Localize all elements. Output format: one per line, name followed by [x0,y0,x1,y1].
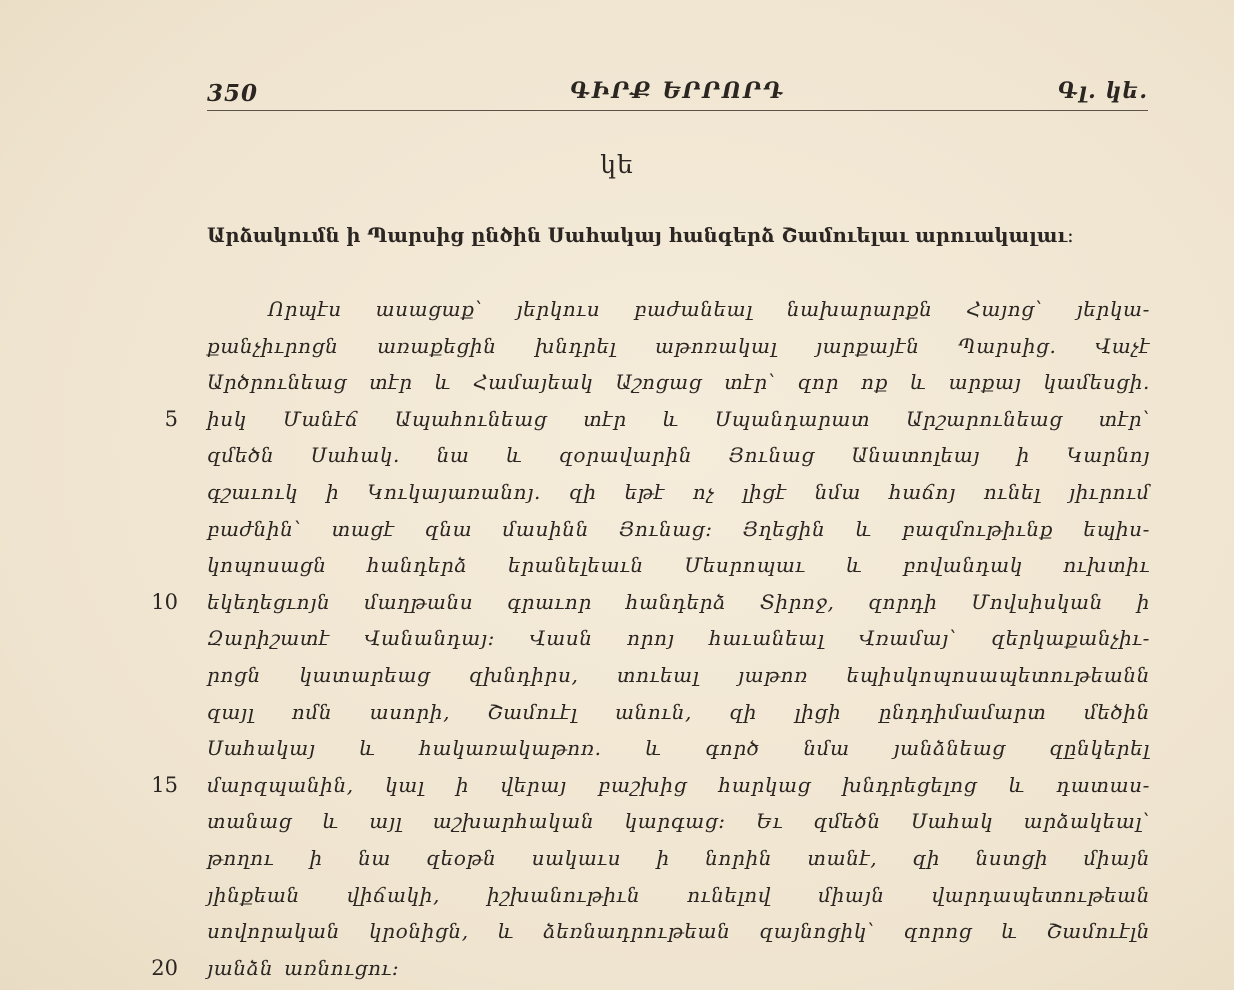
text-line: յանձն առնուցու։ [207,955,400,980]
chapter-summary: Արձակումն ի Պարսից ընծին Սահակայ հանգերձ Շամուելաւ արուակալաւ։ [207,224,1074,247]
text-line: տանաց և այլ աշխարհական կարգաց։ Եւ զմեծն Սահակ արձակեալ՝ [207,809,1150,834]
text-line: զայլ ոմն ասորի, Շամուէլ անուն, զի լիցի ընդդիմամարտ մեծին [207,699,1150,724]
text-line: թողու ի նա զեօթն սակաւս ի նորին տանէ, զի նստցի միայն [207,846,1150,870]
line-number: 10 [151,589,178,614]
chapter-reference: Գլ. կե. [1057,78,1148,104]
text-line: Որպէս ասացաք՝ յերկուս բաժանեալ նախարարքն Հայոց՝ յերկա- [268,297,1150,321]
running-head [207,74,1148,111]
text-line: յինքեան վիճակի, իշխանութիւն ունելով միայն վարդապետութեան [207,882,1150,907]
line-number: 20 [151,955,178,980]
text-line: րոցն կատարեաց զխնդիրս, տուեալ յաթոռ եպիսկոպոսապետութեանն [207,663,1150,687]
text-line: Արծրունեաց տէր և Համայեակ Աշոցաց տէր՝ զոր ոք և արքայ կամեսցի. [207,370,1150,395]
book-title: ԳԻՐՔ ԵՐՐՈՐԴ [570,78,785,104]
line-number: 15 [151,772,178,797]
text-line: բաժնին՝ տացէ զնա մասինն Յունաց։ Յղեցին և բազմութիւնք եպիս- [207,516,1150,541]
text-line: զմեծն Սահակ. նա և զօրավարին Յունաց Անատոլեայ ի Կարնոյ [207,443,1150,468]
text-line: իսկ Մանէճ Ապահունեաց տէր և Սպանդարատ Արշարունեաց տէր՝ [207,406,1150,431]
text-line: Զարիշատէ Վանանդայ։ Վասն որոյ հաւանեալ Վռամայ՝ զերկաքանչիւ- [207,626,1150,651]
text-line: սովորական կրօնիցն, և ձեռնադրութեան զայնոցիկ՝ զորոց և Շամուէլն [207,919,1150,944]
chapter-number: կե [600,150,634,179]
page-number: 350 [207,80,259,107]
text-line: եկեղեցւոյն մաղթանս գրաւոր հանդերձ Տիրոջ, զորդի Մովսիսկան ի [207,589,1150,614]
text-line: քանչիւրոցն առաքեցին խնդրել աթոռակալ յարքայէն Պարսից. Վաչէ [207,333,1150,358]
text-line: գշաւուկ ի Կուկայառանոյ. զի եթէ ոչ լիցէ նմա հաճոյ ունել յիւրում [207,480,1150,504]
text-line: կոպոսացն հանդերձ երանելեաւն Մեսրոպաւ և բովանդակ ուխտիւ [207,553,1150,578]
text-line: մարզպանին, կալ ի վերայ բաշխից հարկաց խնդրեցելոց և դատաս- [207,772,1150,797]
line-number: 5 [164,406,178,431]
text-line: Սահակայ և հակառակաթոռ. և գործ նմա յանձնեաց զընկերել [207,736,1150,761]
